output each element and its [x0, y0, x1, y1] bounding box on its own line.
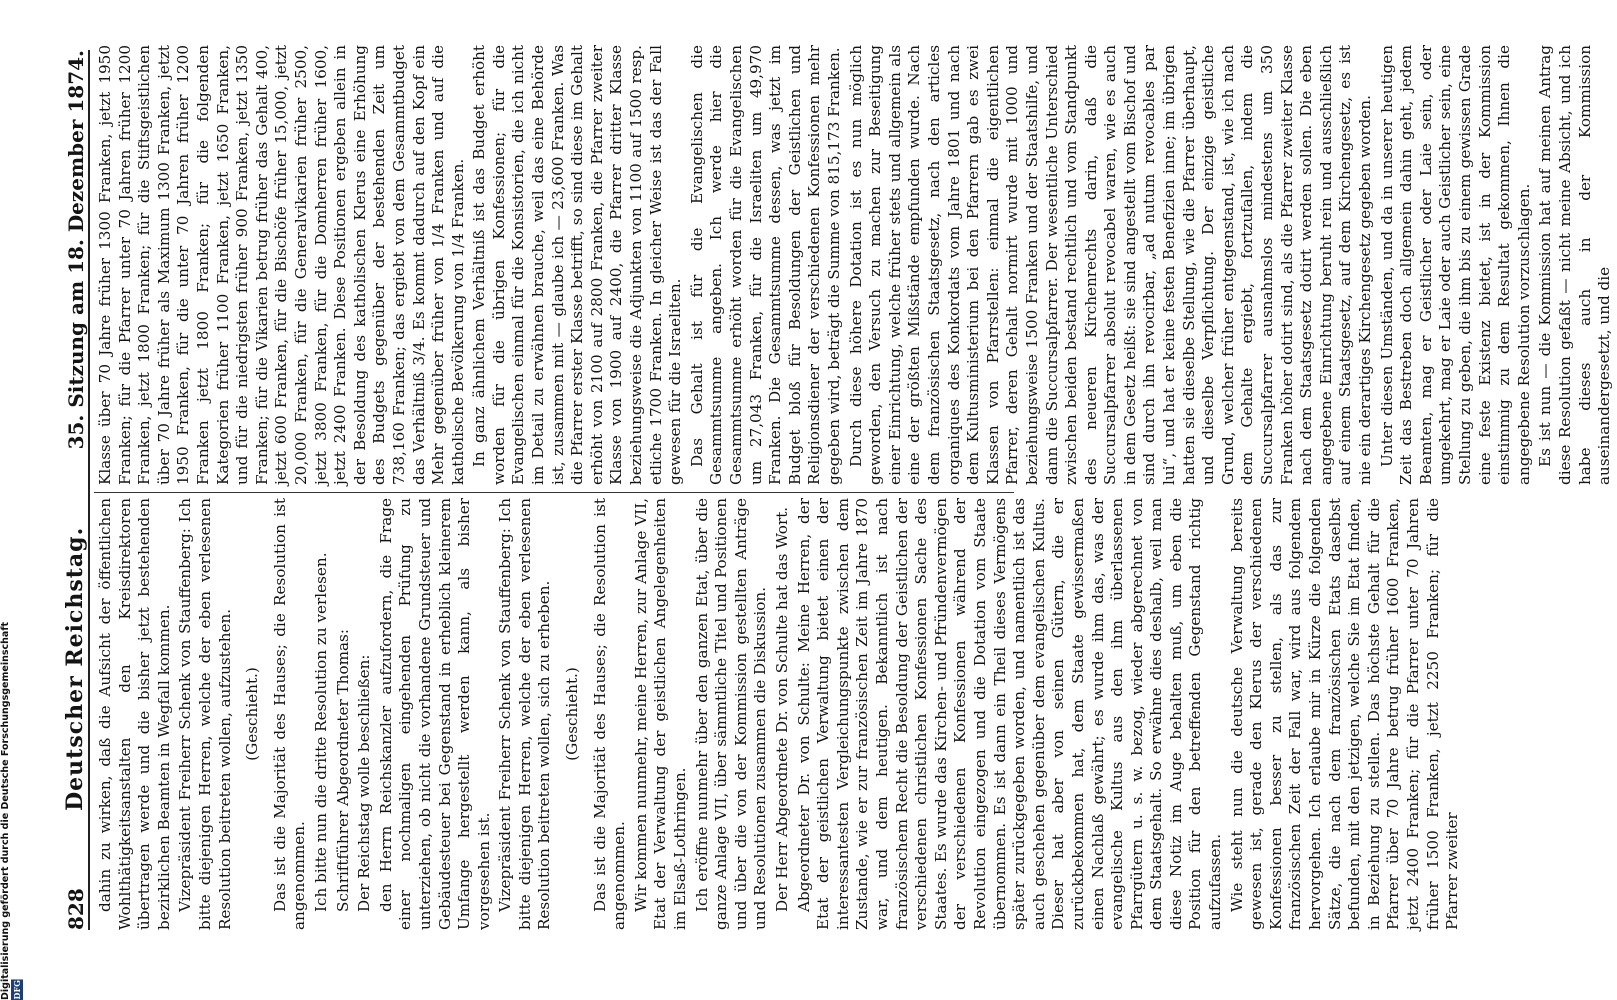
paragraph: Ich bitte nun die dritte Resolution zu verlesen. — [311, 552, 330, 912]
paragraph: Abgeordneter Dr. von Schulte: Meine Herren, der Etat der geistlichen Verwaltung bietet einen der interessantesten Vergleichungspunkte zwischen dem Zustande, wie er zur französischen Zeit im Jahre 1870 war, und dem heutigen. Bekanntlich ist nach französischem Recht die Besoldung der Geistlichen der verschiedenen christlichen Konfessionen Sache des Staates. Es wurde das Kirchen- und Pfründenvermögen der verschiedenen Konfessionen während der Revolution eingezogen und die Dotation vom Staate übernommen. Es ist dann ein Theil dieses Vermögens später zurückgegeben worden, und namentlich ist das auch geschehen gegenüber dem evangelischen Kultus. Dieser hat aber von seinen Gütern, die er zurückbekommen hat, dem Staate gewissermaßen einen Nachlaß gewährt; es wurde ihm das, was der evangelische Kultus aus den ihm überlassenen Pfarrgütern u. s. w. bezog, wieder abgerechnet von dem Staatsgehalt. So erwähne dies deshalb, weil man diese Notiz im Auge behalten muß, um eben die Position für den betreffenden Gegenstand richtig aufzufassen. — [794, 498, 1225, 930]
paragraph: Das ist die Majorität des Hauses; die Resolution ist angenommen. — [270, 498, 309, 930]
paragraph: Unter diesen Umständen, und da in unserer heutigen Zeit das Bestreben doch allgemein dahin geht, jedem Beamten, mag er Geistlicher oder Laie sein, oder umgekehrt, mag er Laie oder auch Geistlicher sein, eine Stellung zu geben, die ihm bis zu einem gewissen Grade eine feste Existenz bietet, ist in der Kommission einstimmig zu dem Resultat gekommen, Ihnen die angegebene Resolution vorzuschlagen. — [1377, 45, 1533, 485]
paragraph: den Herrn Reichskanzler aufzufordern, die Frage einer nochmaligen eingehenden Prüfung zu unterziehen, ob nicht die vorhandene Grundsteuer und Gebäudesteuer bei Gegenstand in erheblich kleinerem Umfange hergestellt werden kann, als bisher vorgesehen ist. — [376, 498, 493, 930]
paragraph: Das ist die Majorität des Hauses; die Resolution ist angenommen. — [590, 498, 629, 930]
paragraph: Es ist nun — die Kommission hat auf meinen Antrag diese Resolution gefaßt — nicht meine Absicht, und ich habe dieses auch in der Kommission auseinandergesetzt, und die — [1536, 45, 1614, 485]
paragraph: Klasse über 70 Jahre früher 1300 Franken, jetzt 1950 Franken; für die Pfarrer unter 70 Jahren früher 1200 Franken, jetzt 1800 Franken; für die Stiftsgeistlichen über 70 Jahre früher als Maximum 1300 Franken, jetzt 1950 Franken, für die unter 70 Jahren früher 1200 Franken jetzt 1800 Franken; für die folgenden Kategorien früher 1100 Franken, jetzt 1650 Franken, und für die niedrigsten früher 900 Franken, jetzt 1350 Franken; für die Vikarien betrug früher das Gehalt 400, jetzt 600 Franken, für die Bischöfe früher 15,000, jetzt 20,000 Franken, für die Generalvikarien früher 2500, jetzt 3800 Franken, für die Domherren früher 1600, jetzt 2400 Franken. Diese Positionen ergeben allein in der Besoldung des katholischen Klerus eine Erhöhung des Budgets gegenüber der bestehenden Zeit um 738,160 Franken; das ergiebt von dem Gesammtbudget das Verhältniß 3/4. Es kommt dadurch auf den Kopf ein Mehr gegenüber früher von 1/4 Franken und auf die katholische Bevölkerung von 1/4 Franken. — [96, 45, 467, 485]
paragraph: (Geschieht.) — [563, 667, 582, 761]
page-header — [48, 50, 90, 930]
paragraph: Der Herr Abgeordnete Dr. von Schulte hat das Wort. — [773, 506, 791, 912]
credit-text: Digitalisierung gefördert durch die Deutsche Forschungsgemeinschaft — [0, 622, 11, 1000]
paragraph: Wie steht nun die deutsche Verwaltung bereits gewesen ist, gerade den Klerus der verschiedenen Konfessionen besser zu stellen, als das zur französischen Zeit der Fall war, wird aus folgendem hervorgehen. Ich erlaube mir in Kürze die folgenden Sätze, die nach dem französischen Etats daselbst befunden, mit den jetzigen, welche Sie im Etat finden, in Beziehung zu stellen. Das höchste Gehalt für die Pfarrer über 70 Jahre betrug früher 1600 Franken, jetzt 2400 Franken; für die Pfarrer unter 70 Jahren früher 1500 Franken, jetzt 2250 Franken; für die Pfarrer zweiter — [1227, 498, 1462, 930]
rotated-sheet — [30, 0, 1614, 1000]
paragraph: In ganz ähnlichem Verhältniß ist das Budget erhöht worden für die übrigen Konfessionen; für die Evangelischen einmal für die Konsistorien, die ich nicht im Detail zu erwähnen brauche, weil das eine Behörde ist, zusammen mit — glaube ich — 23,600 Franken. Was die Pfarrer erster Klasse betrifft, so sind diese im Gehalt erhöht von 2100 auf 2800 Franken, die Pfarrer zweiter Klasse von 1900 auf 2400, die Pfarrer dritter Klasse beziehungsweise die Adjunkten von 1100 auf 1500 resp. etliche 1700 Franken. In gleicher Weise ist das der Fall gewesen für die Israeliten. — [470, 45, 685, 485]
paragraph: dahin zu wirken, daß die Aufsicht der öffentlichen Wohlthätigkeitsanstalten den Kreisdirektoren übertragen werde und die bisher jetzt bestehenden bezirklichen Beamten in Wegfall kommen. — [96, 498, 173, 930]
left-column — [96, 498, 1465, 930]
page-number: 828 — [64, 888, 88, 930]
sheet-content — [30, 0, 1614, 1000]
page-title: Deutscher Reichstag. — [62, 526, 88, 811]
session-info: 35. Sitzung am 18. Dezember 1874. — [64, 50, 88, 450]
column-divider — [94, 492, 1014, 493]
right-column — [96, 45, 1617, 485]
paragraph: Schriftführer Abgeordneter Thomas: — [333, 629, 352, 912]
paragraph: Ich eröffne nunmehr über den ganzen Etat, über die ganze Anlage VII, über sämmtliche Titel und Positionen und über die von der Kommission gestellten Anträge und Resolutionen zusammen die Diskussion. — [692, 498, 770, 930]
paragraph: (Geschieht.) — [243, 667, 262, 761]
paragraph: Vizepräsident Freiherr Schenk von Stauffenberg: Ich bitte diejenigen Herren, welche der eben verlesenen Resolution beitreten wollen, aufzustehen. — [176, 498, 234, 930]
paragraph: Durch diese höhere Dotation ist es nun möglich geworden, den Versuch zu machen zur Beseitigung einer Einrichtung, welche früher stets und allgemein als eine der größten Mißstände empfunden wurde. Nach dem französischen Staatsgesetz, nach den articles organiques des Konkordats vom Jahre 1801 und nach dem Kultusministerium bei den Pfarrern gab es zwei Klassen von Pfarrstellen: einmal die eigentlichen Pfarrer, deren Gehalt normirt wurde mit 1000 und beziehungsweise 1500 Franken und der Staatshilfe, und dann die Succursalpfarrer. Der wesentliche Unterschied zwischen beiden bestand rechtlich und vom Standpunkt des neueren Kirchenrechts darin, daß die Succursalpfarrer absolut revocabel waren, wie es auch in dem Gesetz heißt: sie sind angestellt vom Bischof und sind durch ihn revocirbar, „ad nutum revocables par lui“, und hat er keine festen Benefizien inne; im übrigen hatten sie dieselbe Stellung, wie die Pfarrer überhaupt, und dieselbe Verpflichtung. Der einzige geistliche Grund, welcher früher entgegenstand, ist, wie ich nach dem Gehalte ergiebt, fortzufallen, indem die Succursalpfarrer ausnahmslos mindestens um 350 Franken höher dotirt sind, als die Pfarrer zweiter Klasse nach dem Staatsgesetz dotirt werden sollen. Die eben angegebene Einrichtung beruht rein und ausschließlich auf einem Staatsgesetz, auf dem Kirchengesetz, es ist nie ein derartiges Kirchengesetz gegeben worden. — [846, 45, 1374, 485]
digitization-credit — [2, 600, 20, 1000]
paragraph: Das Gehalt ist für die Evangelischen die Gesammtsumme angeben. Ich werde hier die Gesammtsumme erhöht worden für die Evangelischen um 27,043 Franken, für die Israeliten um 49,970 Franken. Die Gesammtsumme dessen, was jetzt im Budget bloß für Besoldungen der Geistlichen und Religionsdiener der verschiedenen Konfessionen mehr gegeben wird, beträgt die Summe von 815,173 Franken. — [687, 45, 843, 485]
paragraph: Der Reichstag wolle beschließen: — [355, 654, 374, 912]
paragraph: Vizepräsident Freiherr Schenk von Stauffenberg: Ich bitte diejenigen Herren, welche der eben verlesenen Resolution beitreten wollen, sich zu erheben. — [496, 498, 554, 930]
dfg-logo: DFG — [11, 979, 22, 999]
paragraph: Wir kommen nunmehr, meine Herren, zur Anlage VII, Etat der Verwaltung der geistlichen Angelegenheiten im Elsaß-Lothringen. — [631, 498, 690, 930]
